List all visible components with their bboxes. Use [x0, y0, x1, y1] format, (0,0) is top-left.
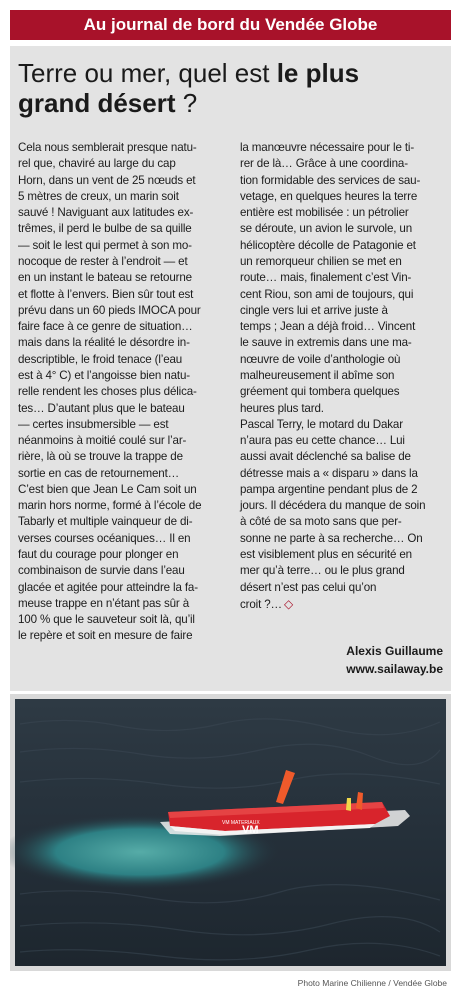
article-photo: [10, 694, 451, 971]
left-column-line: prévu dans un 60 pieds IMOCA pour: [18, 303, 201, 317]
right-column-line: malheureusement il abîme son: [240, 368, 395, 382]
right-column-line: désert n’est pas celui qu’on: [240, 580, 377, 594]
left-column-line: trêmes, il perd le bulbe de sa quille: [18, 222, 192, 236]
right-column-line: gréement qui tombera quelques: [240, 385, 400, 399]
author-website: www.sailaway.be: [346, 662, 443, 676]
author-name: Alexis Guillaume: [346, 644, 443, 658]
left-column-line: Cela nous semblerait presque natu-: [18, 141, 197, 154]
hull-logo-label: VM: [242, 824, 259, 836]
banner-title: Au journal de bord du Vendée Globe: [83, 15, 378, 34]
right-column-line: la manœuvre nécessaire pour le ti-: [240, 141, 415, 154]
right-column-line: est visiblement plus en sécurité en: [240, 548, 412, 562]
left-column-line: meuse trappe en n’étant pas sûr à: [18, 596, 190, 610]
right-column-line: vetage, en quelques heures la terre: [240, 189, 418, 203]
photo-credit: Photo Marine Chilienne / Vendée Globe: [297, 978, 447, 988]
right-column-line: aussi avait déclenché sa balise de: [240, 450, 411, 464]
left-column-line: rel que, chaviré au large du cap: [18, 157, 176, 171]
right-column-line: tion formidable des services de sau-: [240, 173, 421, 187]
right-column-line: route… mais, finalement c’est Vin-: [240, 271, 412, 285]
left-column-line: Tabarly et multiple vainqueur de di-: [18, 515, 193, 529]
right-column-last-line: [240, 596, 445, 613]
left-column-line: — certes insubmersible — est: [18, 417, 169, 431]
left-column-line: Horn, dans un vent de 25 nœuds et: [18, 173, 196, 187]
left-column-line: 5 mètres de creux, un marin soit: [18, 189, 179, 203]
left-column-line: verses courses océaniques… Il en: [18, 531, 191, 545]
article-column-right: [240, 140, 445, 613]
left-column-line: descriptible, le froid tenace (l’eau: [18, 352, 183, 366]
right-column-line: cingle vers lui et arrive juste à: [240, 303, 388, 317]
right-column-line: nœuvre de voile d’anthologie où: [240, 352, 401, 366]
article-headline: [18, 58, 438, 118]
headline-regular: Terre ou mer, quel est: [18, 58, 277, 88]
left-column-line: le repère et soit en mesure de faire: [18, 629, 193, 643]
left-column-line: relle rendent les choses plus délica-: [18, 385, 197, 399]
right-column-line: sonne ne parte à sa recherche… On: [240, 531, 423, 545]
right-column-line: Pascal Terry, le motard du Dakar: [240, 417, 403, 431]
capsized-boat-illustration: [10, 694, 451, 971]
hull-text-label: VM MATERIAUX: [222, 820, 260, 826]
right-column-line: temps ; Jean a déjà froid… Vincent: [240, 320, 416, 334]
left-column-line: néanmoins à moitié coulé sur l’ar-: [18, 434, 187, 448]
right-column-line: hélicoptère décolle de Patagonie et: [240, 238, 416, 252]
left-column-line: — soit le lest qui permet à son mo-: [18, 238, 192, 252]
left-column-line: marin hors norme, formé à l’école de: [18, 499, 202, 513]
right-column-line: croit ?…: [240, 597, 282, 611]
article-column-left: [18, 140, 226, 645]
headline-bold: le plus grand désert: [18, 58, 360, 118]
left-column-line: est à 4° C) et l’angoisse bien natu-: [18, 368, 190, 382]
right-column-line: entière est mobilisée : un pétrolier: [240, 206, 409, 220]
right-column-line: pampa argentine pendant plus de 2: [240, 482, 418, 496]
right-column-line: à côté de sa moto sans que per-: [240, 515, 402, 529]
left-column-line: rière, là où se trouve la trappe de: [18, 450, 183, 464]
left-column-line: sortie en cas de retournement…: [18, 466, 180, 480]
right-column-line: le sauve in extremis dans une ma-: [240, 336, 412, 350]
right-column-line: rer de là… Grâce à une coordina-: [240, 157, 408, 171]
right-column-line: heures plus tard.: [240, 401, 324, 415]
left-column-line: sauvé ! Naviguant aux latitudes ex-: [18, 206, 194, 220]
end-of-article-diamond-icon: ◇: [283, 596, 294, 611]
right-column-line: détresse mais a « disparu » dans la: [240, 466, 418, 480]
headline-end: ?: [175, 88, 198, 118]
left-column-line: faut du courage pour plonger en: [18, 548, 179, 562]
left-column-line: nocoque de rester à l’endroit — et: [18, 254, 188, 268]
right-column-line: se déroute, un avion le survole, un: [240, 222, 412, 236]
right-column-line: jours. Il décédera du manque de soin: [240, 499, 426, 513]
section-banner: [10, 10, 451, 40]
right-column-line: mer qu’à terre… ou le plus grand: [240, 564, 405, 578]
right-column-line: n’aura pas eu cette chance… Lui: [240, 434, 405, 448]
left-column-line: C’est bien que Jean Le Cam soit un: [18, 482, 197, 496]
left-column-line: glacée et agitée pour atteindre la fa-: [18, 580, 198, 594]
left-column-line: combinaison de survie dans l’eau: [18, 564, 185, 578]
left-column-line: faire face à ce genre de situation…: [18, 320, 193, 334]
right-column-line: un remorqueur chilien se met en: [240, 254, 402, 268]
left-column-line: mais dans la réalité le désordre in-: [18, 336, 190, 350]
left-column-line: et flotte à l’envers. Bien sûr tout est: [18, 287, 194, 301]
left-column-line: en un instant le bateau se retourne: [18, 271, 192, 285]
left-column-line: 100 % que le sauveteur soit là, qu’il: [18, 613, 195, 627]
right-column-line: cent Riou, son ami de toujours, qui: [240, 287, 414, 301]
left-column-line: tes… D’autant plus que le bateau: [18, 401, 185, 415]
